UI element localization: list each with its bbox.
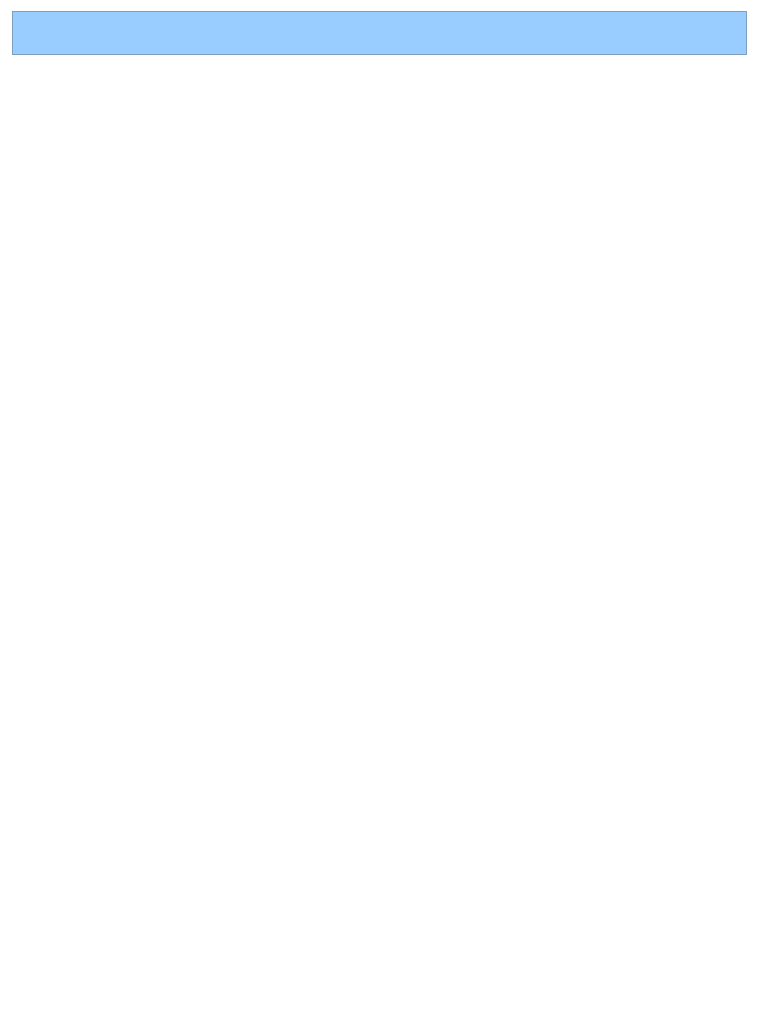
page-title [12, 11, 747, 55]
checklist-sheet [12, 11, 747, 56]
